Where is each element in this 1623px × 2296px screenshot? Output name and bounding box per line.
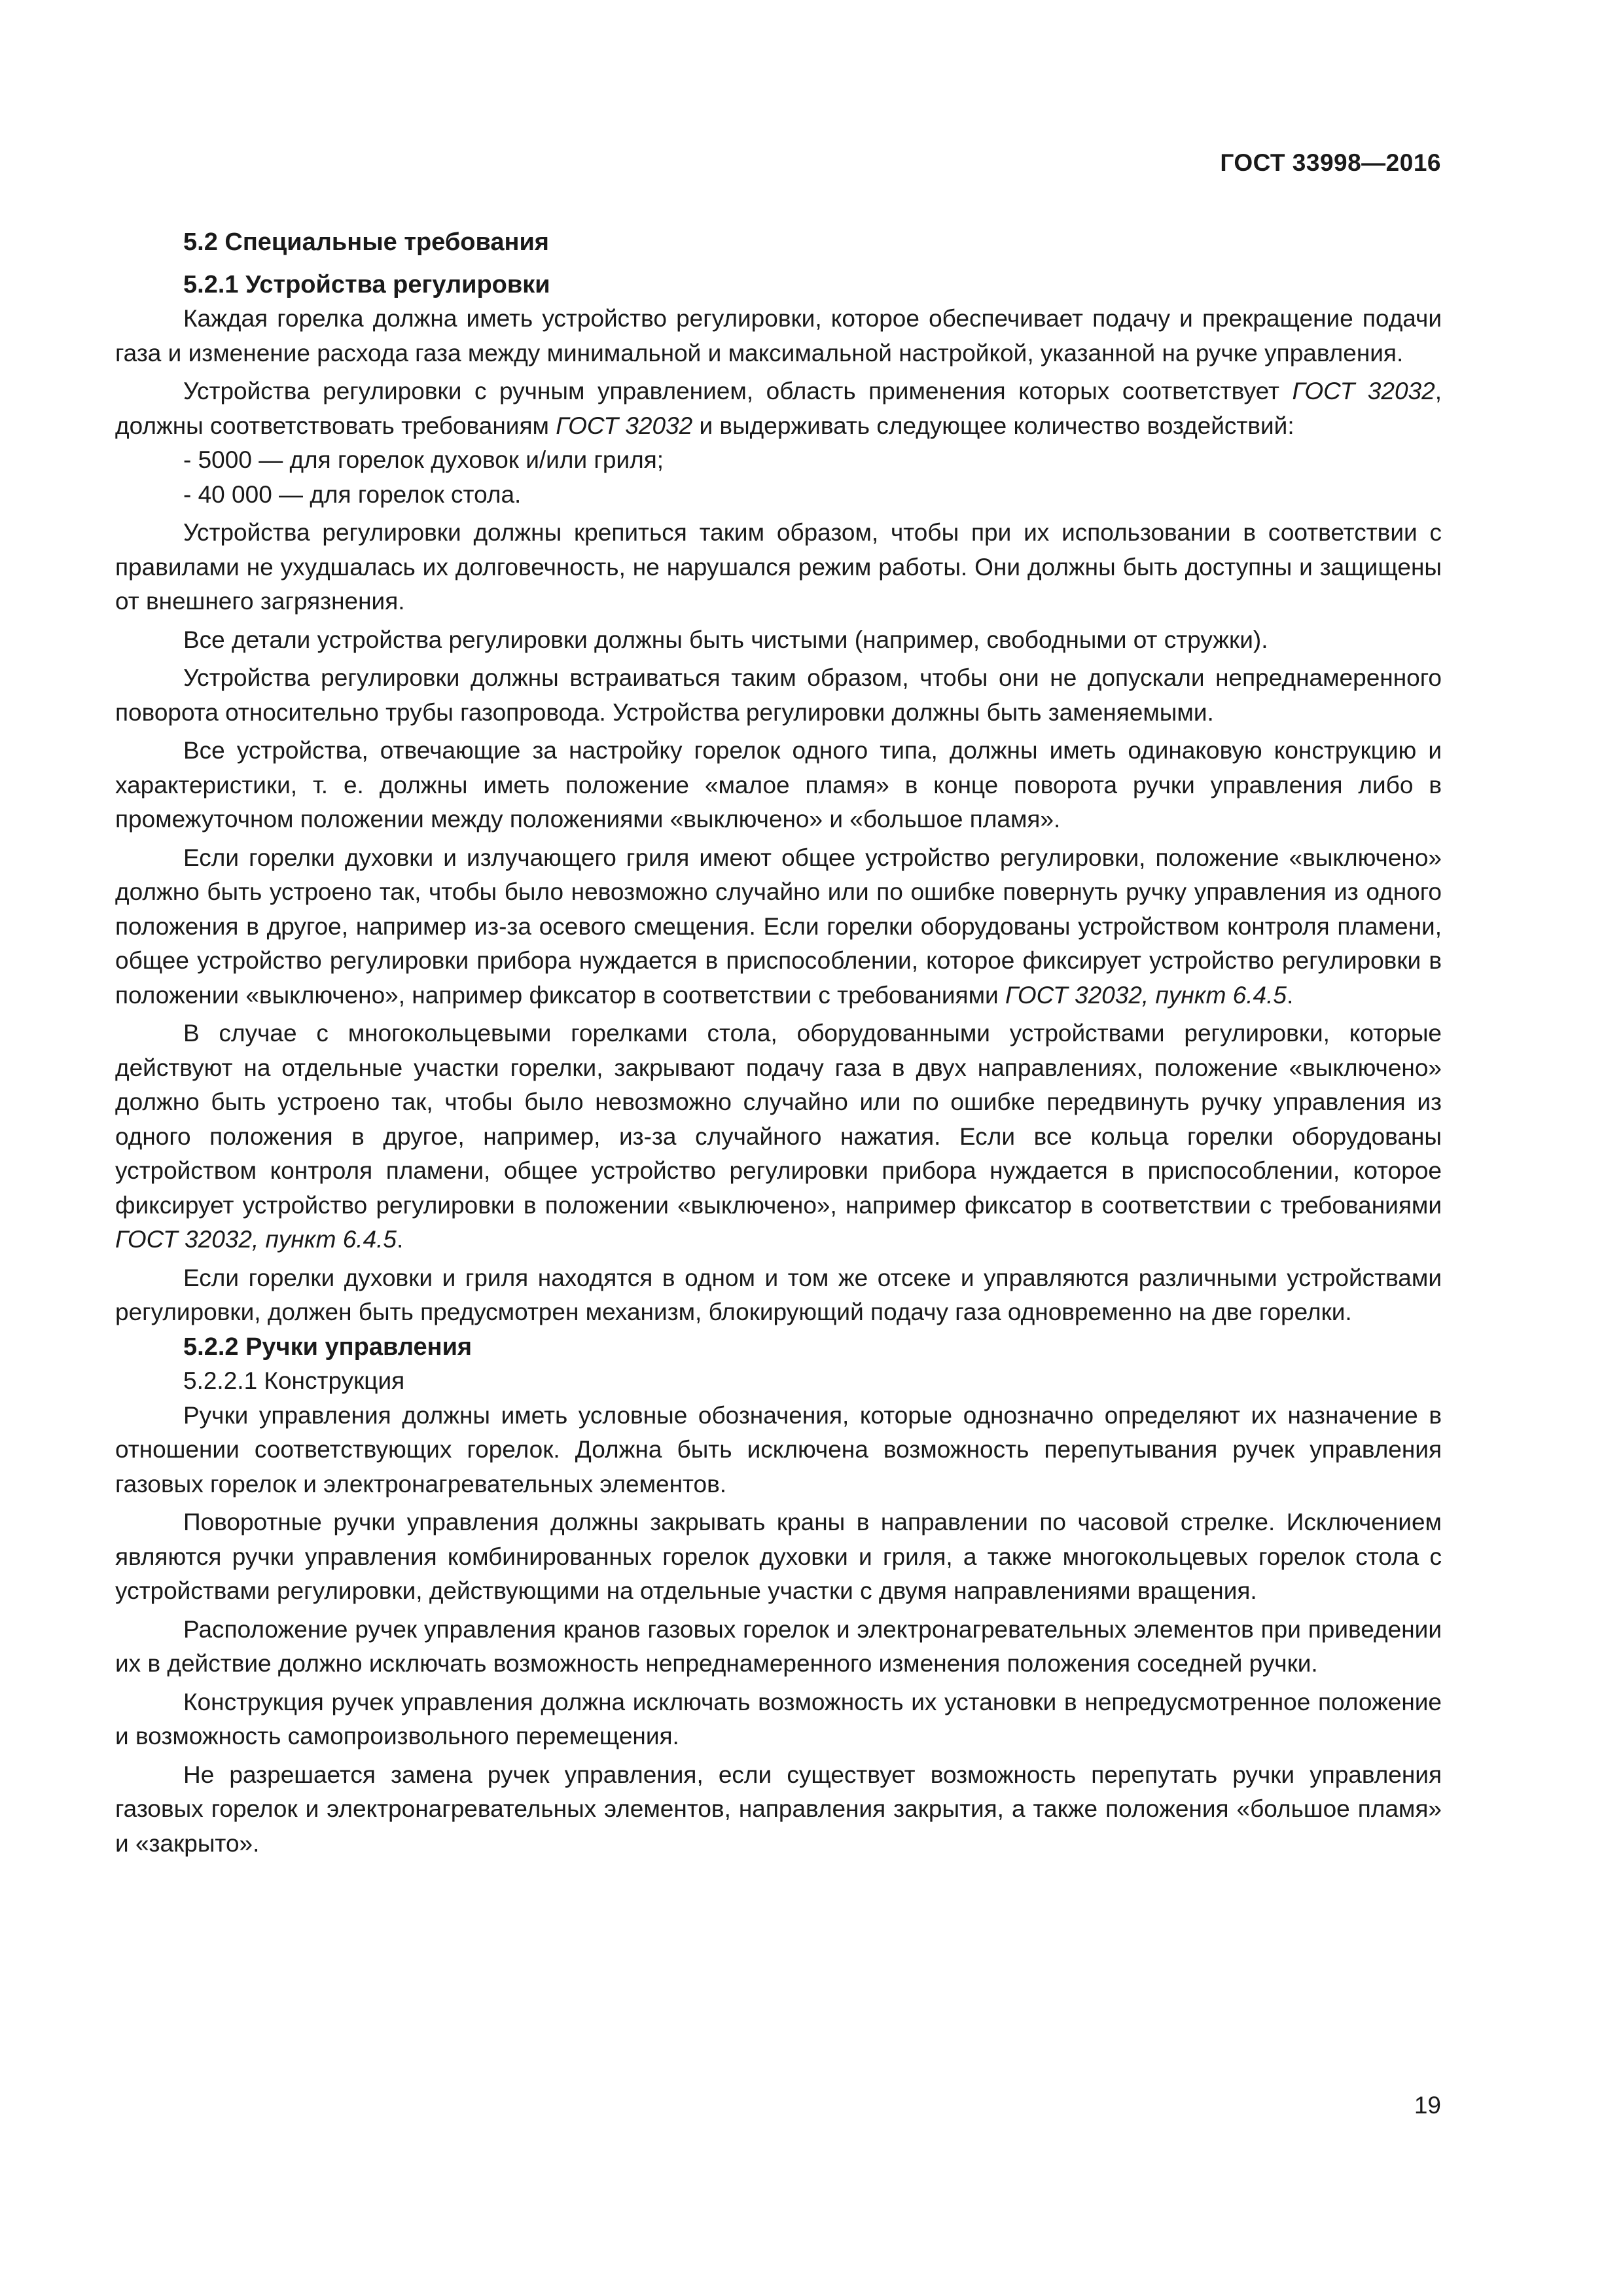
paragraph: Если горелки духовки и гриля находятся в одном и том же отсеке и управляются различными устройствами регулировки, должен быть предусмотрен механизм, блокирующий подачу газа одновременно на две горелки. <box>115 1264 1442 1325</box>
section-heading-5-2: 5.2 Специальные требования <box>183 228 549 256</box>
paragraph <box>115 374 1442 443</box>
standard-reference: ГОСТ 32032, пункт 6.4.5 <box>1005 981 1287 1009</box>
paragraph-text: Если горелки духовки и излучающего гриля имеют общее устройство регулировки, положение «выключено» должно быть устроено так, чтобы было невозможно случайно или по ошибке повернуть ручку управления из одного положения в другое, например из-за осевого смещения. Если горелки оборудованы устройством контроля пламени, общее устройство регулировки прибора нуждается в приспособлении, которое фиксирует устройство регулировки в положении «выключено», например фиксатор в соответствии с требованиями <box>115 844 1442 1009</box>
subsection-heading-5-2-1: 5.2.1 Устройства регулировки <box>183 270 550 298</box>
paragraph: Ручки управления должны иметь условные обозначения, которые однозначно определяют их назначение в отношении соответствующих горелок. Должна быть исключена возможность перепутывания ручек управления газовых горелок и электронагревательных элементов. <box>115 1401 1442 1498</box>
paragraph: Конструкция ручек управления должна исключать возможность их установки в непредусмотренное положение и возможность самопроизвольного перемещения. <box>115 1688 1442 1749</box>
paragraph: Все устройства, отвечающие за настройку горелок одного типа, должны иметь одинаковую конструкцию и характеристики, т. е. должны иметь положение «малое пламя» в конце поворота ручки управления либо в промежуточном положении между положениями «выключено» и «большое пламя». <box>115 737 1442 833</box>
page-number: 19 <box>1414 2092 1441 2119</box>
subsection-heading-5-2-2-1: 5.2.2.1 Конструкция <box>183 1367 405 1394</box>
subsection-heading-5-2-2: 5.2.2 Ручки управления <box>183 1333 473 1361</box>
paragraph-text: и выдерживать следующее количество воздействий: <box>692 412 1294 439</box>
paragraph-text: , должны соответствовать требованиям <box>115 378 1442 439</box>
paragraph: Поворотные ручки управления должны закрывать краны в направлении по часовой стрелке. Исключением являются ручки управления комбинированных горелок духовки и гриля, а также многокольцевых горелок стола с устройствами регулировки, действующими на отдельные участки с двумя направлениями вращения. <box>115 1509 1442 1604</box>
paragraph <box>115 841 1442 1013</box>
list-item: - 5000 — для горелок духовок и/или гриля; <box>183 446 664 473</box>
standard-reference: ГОСТ 32032 <box>1292 378 1435 404</box>
paragraph-text: Устройства регулировки с ручным управлением, область применения которых соответствует <box>183 378 1293 404</box>
paragraph: Расположение ручек управления кранов газовых горелок и электронагревательных элементов при приведении их в действие должно исключать возможность непреднамеренного изменения положения соседней ручки. <box>115 1615 1442 1677</box>
list-item: - 40 000 — для горелок стола. <box>183 480 522 508</box>
standard-designation: ГОСТ 33998—2016 <box>1220 149 1441 176</box>
paragraph: Каждая горелка должна иметь устройство регулировки, которое обеспечивает подачу и прекращение подачи газа и изменение расхода газа между минимальной и максимальной настройкой, указанной на ручке управления. <box>115 305 1442 367</box>
paragraph-text: . <box>1286 981 1294 1009</box>
standard-reference: ГОСТ 32032 <box>556 412 693 439</box>
document-body <box>115 225 1442 1861</box>
paragraph: Не разрешается замена ручек управления, если существует возможность перепутать ручки управления газовых горелок и электронагревательных элементов, направления закрытия, а также положения «большое пламя» и «закрыто». <box>115 1761 1442 1857</box>
paragraph-text: . <box>397 1226 404 1253</box>
paragraph: Все детали устройства регулировки должны быть чистыми (например, свободными от стружки). <box>183 626 1268 653</box>
paragraph-text: В случае с многокольцевыми горелками стола, оборудованными устройствами регулировки, которые действуют на отдельные участки горелки, закрывают подачу газа в двух направлениях, положение «выключено» должно быть устроено так, чтобы было невозможно случайно или по ошибке передвинуть ручку управления из одного положения в другое, например, из-за случайного нажатия. Если все кольца горелки оборудованы устройством контроля пламени, общее устройство регулировки прибора нуждается в приспособлении, которое фиксирует устройство регулировки в положении «выключено», например фиксатор в соответствии с требованиями <box>115 1020 1442 1219</box>
paragraph: Устройства регулировки должны встраиваться таким образом, чтобы они не допускали непреднамеренного поворота относительно трубы газопровода. Устройства регулировки должны быть заменяемыми. <box>115 664 1442 726</box>
paragraph: Устройства регулировки должны крепиться таким образом, чтобы при их использовании в соответствии с правилами не ухудшалась их долговечность, не нарушался режим работы. Они должны быть доступны и защищены от внешнего загрязнения. <box>115 519 1442 615</box>
paragraph <box>115 1016 1442 1257</box>
standard-reference: ГОСТ 32032, пункт 6.4.5 <box>115 1226 397 1253</box>
